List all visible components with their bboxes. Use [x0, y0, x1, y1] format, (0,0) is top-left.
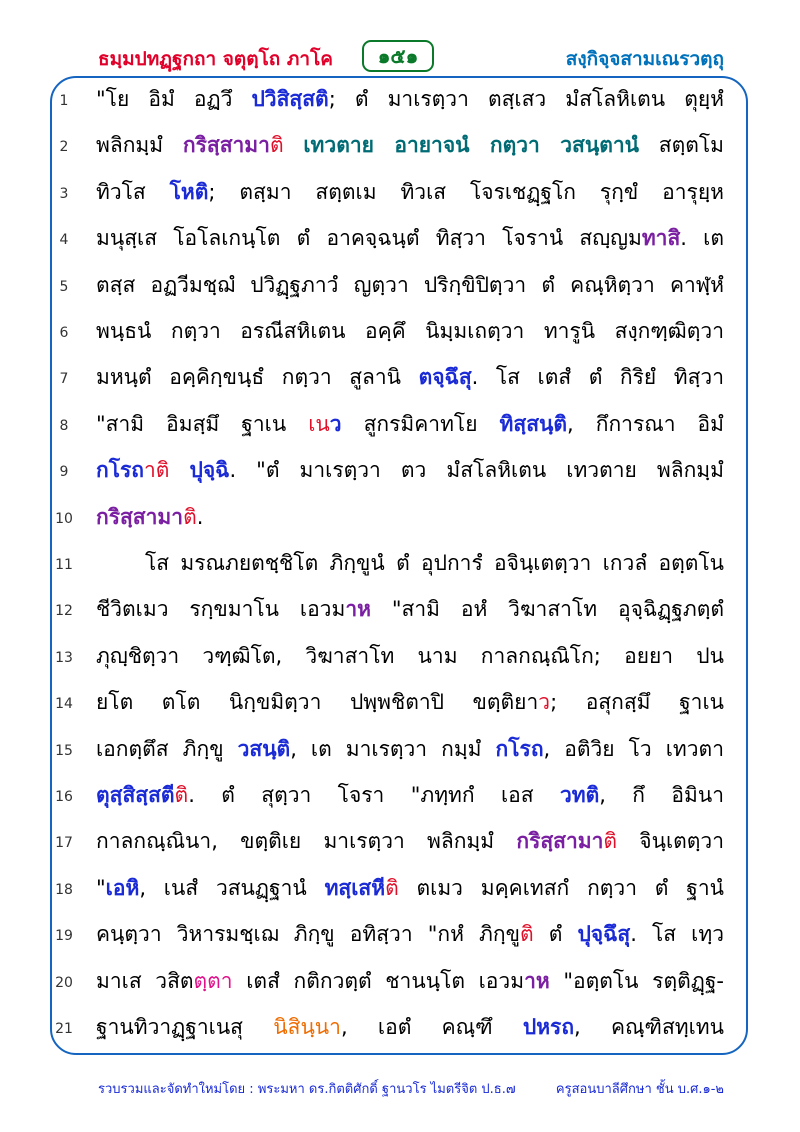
line-text	[96, 911, 724, 957]
text-run: ภุญฺชิตฺวา วฑฺฒิโต, วิฆาสาโท นาม กาลกณฺณิโก; อยยา ปน	[96, 643, 724, 668]
highlighted-word: ทสฺเสหี	[324, 875, 386, 900]
highlighted-word: ทิสฺสนฺติ	[499, 411, 568, 436]
highlighted-word: วทติ	[559, 783, 600, 807]
highlighted-word: ปวิสิสฺสติ	[251, 87, 329, 111]
text-run: โส มรณภยตชฺชิโต ภิกฺขูนํ ตํ อุปการํ อจินฺเตตฺวา เกวลํ อตฺตโน	[145, 551, 724, 575]
text-run: , กึ อิมินา	[599, 783, 724, 807]
highlighted-word: ทาสิ	[641, 226, 681, 251]
highlighted-word: ตุสฺสิสฺสตี	[96, 783, 175, 807]
line-number: 8	[59, 417, 69, 434]
text-run: "อตฺตโน รตฺติฏฺฐ-	[549, 968, 724, 993]
text-run: , เต มาเรตฺวา กมฺมํ	[290, 736, 496, 761]
text-run: พนฺธนํ กตฺวา อรณีสหิเตน อคฺคึ นิมฺมเถตฺวา ทารูนิ สงฺกฑฺฒิตฺวา	[96, 319, 724, 343]
text-run: .	[196, 504, 204, 529]
line-number: 11	[55, 557, 73, 573]
page-number: ๑๕๑	[362, 40, 434, 72]
text-line	[0, 308, 800, 354]
text-line	[0, 958, 800, 1004]
line-number: 13	[55, 649, 73, 666]
text-run: "สามิ อหํ วิฆาสาโท อุจฺฉิฏฺฐภตฺตํ	[370, 597, 724, 622]
highlighted-word: ปุจฺฉึสุ	[577, 922, 631, 947]
line-number: 3	[59, 185, 69, 202]
text-run: . โส เทฺว	[630, 922, 724, 947]
highlighted-word: กโรถ	[96, 458, 144, 483]
highlighted-word: เทวตาย อายาจนํ กตฺวา วสนฺตานํ	[303, 133, 639, 158]
text-run: ยโต ตโต นิกฺขมิตฺวา ปพฺพชิตาปิ ขตฺติยา	[96, 690, 539, 715]
highlighted-word: าติ	[144, 458, 170, 483]
line-text	[96, 494, 724, 540]
text-line	[0, 586, 800, 632]
line-number: 12	[55, 603, 73, 620]
text-run: ฐานทิวาฏฺฐาเนสุ	[96, 1015, 274, 1039]
text-run: มาเส วสิต	[96, 968, 194, 993]
text-line	[0, 76, 800, 122]
text-run: มหนฺตํ อคฺคิกฺขนฺธํ กตฺวา สูลานิ	[96, 365, 419, 390]
highlighted-word: ปุจฺฉิ	[189, 458, 230, 483]
text-run: ชีวิตเมว รกฺขมาโน เอวม	[96, 597, 346, 622]
text-line	[0, 494, 800, 540]
text-run: ตํ	[533, 922, 578, 947]
line-text	[145, 540, 724, 586]
line-text	[96, 169, 724, 215]
highlighted-word: กริสฺสามา	[182, 133, 270, 158]
text-line	[0, 401, 800, 447]
story-title: สงฺกิจฺจสามเณรวตฺถุ	[565, 48, 724, 70]
text-run: , อติวิย โว เทวตา	[543, 736, 724, 761]
line-number: 4	[59, 232, 69, 249]
highlighted-word: วสนฺติ	[237, 736, 291, 761]
text-line	[0, 122, 800, 168]
highlighted-word: เอหิ	[105, 875, 140, 900]
highlighted-word: กโรถ	[495, 736, 544, 761]
text-run: ทิวโส	[96, 179, 170, 204]
text-run: มนุสฺเส โอโลเกนฺโต ตํ อาคจฺฉนฺตํ ทิสฺวา โจรานํ สญฺญม	[96, 226, 642, 251]
text-run: กาลกณฺณินา, ขตฺติเย มาเรตฺวา พลิกมฺมํ	[96, 829, 517, 854]
line-text	[96, 401, 724, 447]
line-text	[96, 354, 724, 400]
line-text	[96, 958, 724, 1004]
text-run: , คณฺฑิสทฺเทน	[574, 1015, 724, 1039]
line-number: 2	[59, 139, 69, 156]
line-text	[96, 262, 724, 308]
text-run: จินฺเตตฺวา	[617, 829, 724, 854]
text-line	[0, 169, 800, 215]
text-run: , เอตํ คณฺฑึ	[340, 1015, 523, 1039]
line-text	[96, 215, 724, 261]
highlighted-word: โหติ	[169, 179, 209, 204]
text-run: สตฺตโม	[639, 133, 724, 158]
text-line	[0, 726, 800, 772]
line-text	[96, 818, 724, 864]
highlighted-word: ว	[538, 690, 551, 715]
text-run	[169, 458, 189, 482]
text-line	[0, 911, 800, 957]
text-line	[0, 215, 800, 261]
highlighted-word: กริสฺสามา	[516, 829, 604, 854]
text-run: คนฺตฺวา วิหารมชฺเฌ ภิกฺขู อทิสฺวา "กหํ ภิกฺขู	[96, 922, 520, 947]
page-footer	[0, 1078, 800, 1102]
text-line	[0, 262, 800, 308]
highlighted-word: นิสินฺนา	[273, 1015, 341, 1039]
highlighted-word: ติ	[269, 133, 284, 158]
text-run: . ตํ สุตฺวา โจรา "ภทฺทกํ เอส	[188, 783, 560, 807]
text-run: ตสฺส อฏวีมชฺฌํ ปวิฏฺฐภาวํ ญตฺวา ปริกฺขิปิตฺวา ตํ คณฺหิตฺวา คาฬฺหํ	[96, 272, 724, 297]
line-text	[96, 1004, 724, 1050]
highlighted-word: กริสฺสามา	[96, 504, 184, 529]
line-number: 19	[55, 928, 73, 945]
highlighted-word: ตจฺฉึสุ	[418, 365, 472, 390]
text-line	[0, 679, 800, 725]
text-run: , กึการณา อิมํ	[567, 411, 724, 436]
highlighted-word: ติ	[603, 829, 618, 854]
line-text	[96, 308, 724, 354]
highlighted-word: ปหรถ	[522, 1015, 575, 1039]
line-number: 7	[59, 371, 69, 388]
line-text	[96, 586, 724, 632]
line-number: 18	[55, 881, 73, 898]
line-text	[96, 633, 724, 679]
text-run: เตสํ กติกวตฺตํ ชานนฺโต เอวม	[232, 968, 525, 993]
line-number: 17	[55, 835, 73, 852]
line-number: 6	[59, 325, 69, 341]
text-run	[284, 133, 304, 157]
line-number: 16	[55, 789, 73, 805]
line-text	[96, 122, 724, 168]
line-number: 5	[59, 278, 69, 295]
line-number: 1	[59, 93, 69, 109]
line-number: 20	[55, 974, 73, 991]
text-run: เอกตฺตึส ภิกฺขู	[96, 736, 238, 761]
highlighted-word: ตฺตา	[193, 968, 233, 993]
text-run: "สามิ อิมสฺมึ ฐาเน	[96, 411, 309, 436]
line-text	[96, 447, 724, 493]
text-line	[0, 772, 800, 818]
text-run: ; ตํ มาเรตฺวา ตสฺเสว มํสโลหิเตน ตุยฺหํ	[328, 87, 724, 111]
text-line	[0, 354, 800, 400]
text-run: ; อสุกสฺมึ ฐาเน	[550, 690, 724, 715]
text-run: . "ตํ มาเรตฺวา ตว มํสโลหิเตน เทวตาย พลิกมฺมํ	[229, 458, 724, 483]
text-run: "โย อิมํ อฏวึ	[96, 87, 252, 111]
text-run: พลิกมฺมํ	[96, 133, 183, 158]
highlighted-word: ติ	[183, 504, 197, 529]
line-number: 14	[55, 696, 73, 713]
book-title: ธมฺมปทฏฺฐกถา จตุตฺโถ ภาโค	[98, 48, 334, 70]
text-run: . เต	[680, 226, 724, 251]
text-run: , เนสํ วสนฏฺฐานํ	[139, 875, 325, 900]
text-run: "	[96, 875, 106, 900]
highlighted-word: าห	[524, 968, 550, 993]
highlighted-word: าห	[345, 597, 371, 622]
author-credit: รวบรวมและจัดทำใหม่โดย : พระมหา ดร.กิตติศักดิ์ ฐานวโร ไมตรีจิต ป.ธ.๗	[98, 1082, 516, 1097]
course-label: ครูสอนบาลีศึกษา ชั้น บ.ศ.๑-๒	[555, 1082, 724, 1097]
page-header	[0, 36, 800, 80]
highlighted-word: เน	[308, 411, 330, 436]
highlighted-word: ว	[329, 411, 342, 436]
text-run: ตเมว มคฺคเทสกํ กตฺวา ตํ ฐานํ	[398, 875, 724, 900]
text-line	[0, 818, 800, 864]
text-line	[0, 1004, 800, 1050]
highlighted-word: ติ	[385, 875, 399, 900]
text-run: . โส เตสํ ตํ กิริยํ ทิสฺวา	[471, 365, 724, 390]
text-run: ; ตสฺมา สตฺตเม ทิวเส โจรเชฏฺฐโก รุกฺขํ อารุยฺห	[208, 179, 724, 204]
line-number: 9	[59, 464, 69, 481]
text-line	[0, 633, 800, 679]
line-number: 21	[55, 1021, 73, 1037]
text-line	[0, 447, 800, 493]
line-text	[96, 865, 724, 911]
highlighted-word: ติ	[519, 922, 534, 947]
highlighted-word: ติ	[174, 783, 189, 807]
text-run: สูกรมิคาทโย	[341, 411, 500, 436]
text-line	[0, 865, 800, 911]
line-text	[96, 726, 724, 772]
line-text	[96, 772, 724, 818]
line-text	[96, 679, 724, 725]
line-text	[96, 76, 724, 122]
line-number: 10	[55, 510, 73, 527]
line-number: 15	[55, 742, 73, 759]
text-line	[0, 540, 800, 586]
